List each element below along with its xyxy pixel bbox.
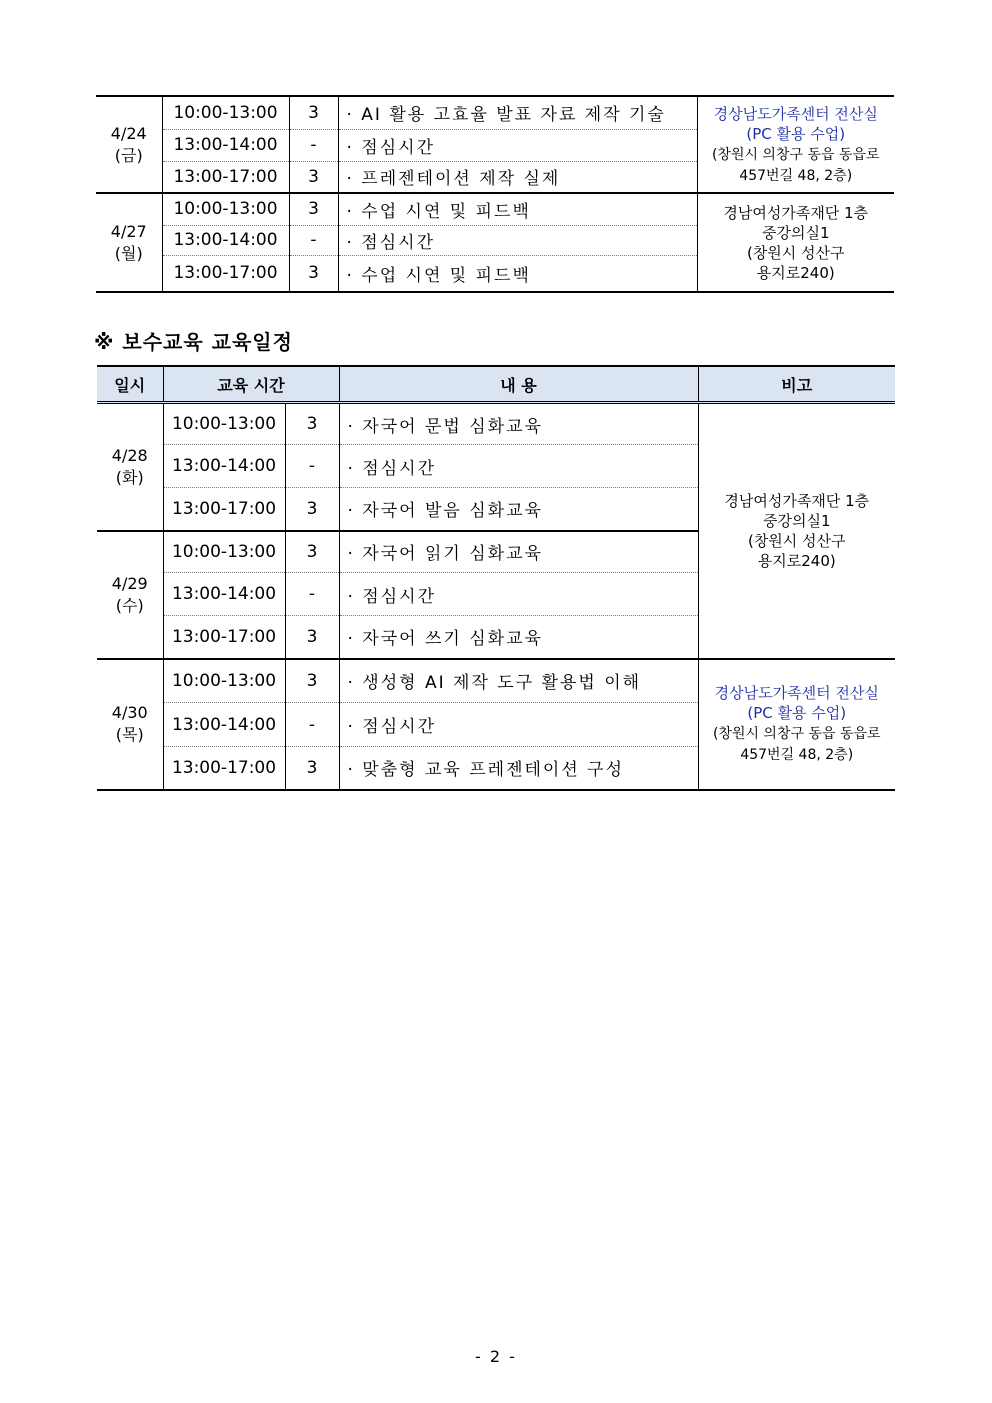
schedule-table-continued <box>96 95 894 293</box>
hours-cell: - <box>285 573 339 616</box>
time-cell: 13:00-17:00 <box>163 488 285 531</box>
table-row <box>97 403 895 445</box>
time-cell: 13:00-17:00 <box>162 161 289 193</box>
content-cell: · 점심시간 <box>339 703 698 747</box>
section-title: ※ 보수교육 교육일정 <box>94 330 293 354</box>
page-number: - 2 - <box>475 1347 517 1366</box>
hours-cell: 3 <box>289 255 338 292</box>
date-cell: 4/28 (화) <box>97 403 163 531</box>
table-row <box>96 96 894 129</box>
content-cell: · AI 활용 고효율 발표 자료 제작 기술 <box>338 96 697 129</box>
date-cell: 4/27 (월) <box>96 193 162 292</box>
table-row <box>96 193 894 225</box>
hours-cell: - <box>289 129 338 161</box>
time-cell: 10:00-13:00 <box>162 193 289 225</box>
time-cell: 13:00-17:00 <box>163 747 285 790</box>
time-cell: 13:00-14:00 <box>163 703 285 747</box>
time-cell: 13:00-14:00 <box>163 573 285 616</box>
time-cell: 10:00-13:00 <box>163 659 285 703</box>
header-time: 교육 시간 <box>163 366 339 403</box>
content-cell: · 수업 시연 및 피드백 <box>338 255 697 292</box>
content-cell: · 점심시간 <box>338 129 697 161</box>
content-cell: · 맞춤형 교육 프레젠테이션 구성 <box>339 747 698 790</box>
hours-cell: 3 <box>285 403 339 445</box>
hours-cell: 3 <box>285 531 339 573</box>
table-row <box>97 659 895 703</box>
hours-cell: - <box>285 445 339 488</box>
header-content: 내 용 <box>339 366 698 403</box>
time-cell: 13:00-17:00 <box>163 616 285 659</box>
content-cell: · 점심시간 <box>338 225 697 255</box>
location-note: 경상남도가족센터 전산실 (PC 활용 수업) (창원시 의창구 동읍 동읍로 457번길 48, 2층) <box>697 96 894 193</box>
time-cell: 13:00-17:00 <box>162 255 289 292</box>
content-cell: · 점심시간 <box>339 573 698 616</box>
content-cell: · 프레젠테이션 제작 실제 <box>338 161 697 193</box>
hours-cell: 3 <box>285 488 339 531</box>
hours-cell: 3 <box>285 659 339 703</box>
content-cell: · 점심시간 <box>339 445 698 488</box>
content-cell: · 자국어 발음 심화교육 <box>339 488 698 531</box>
refresher-schedule-table <box>97 365 895 791</box>
date-cell: 4/29 (수) <box>97 531 163 659</box>
content-cell: · 자국어 쓰기 심화교육 <box>339 616 698 659</box>
content-cell: · 자국어 문법 심화교육 <box>339 403 698 445</box>
hours-cell: - <box>289 225 338 255</box>
table-header-row <box>97 366 895 403</box>
hours-cell: 3 <box>289 161 338 193</box>
time-cell: 13:00-14:00 <box>162 129 289 161</box>
header-note: 비고 <box>698 366 895 403</box>
time-cell: 13:00-14:00 <box>163 445 285 488</box>
hours-cell: 3 <box>289 193 338 225</box>
content-cell: · 수업 시연 및 피드백 <box>338 193 697 225</box>
date-cell: 4/24 (금) <box>96 96 162 193</box>
hours-cell: 3 <box>285 747 339 790</box>
date-cell: 4/30 (목) <box>97 659 163 790</box>
content-cell: · 생성형 AI 제작 도구 활용법 이해 <box>339 659 698 703</box>
time-cell: 10:00-13:00 <box>162 96 289 129</box>
time-cell: 10:00-13:00 <box>163 531 285 573</box>
hours-cell: 3 <box>289 96 338 129</box>
header-date: 일시 <box>97 366 163 403</box>
location-note: 경상남도가족센터 전산실 (PC 활용 수업) (창원시 의창구 동읍 동읍로 457번길 48, 2층) <box>698 659 895 790</box>
time-cell: 13:00-14:00 <box>162 225 289 255</box>
location-note: 경남여성가족재단 1층 중강의실1 (창원시 성산구 용지로240) <box>697 193 894 292</box>
content-cell: · 자국어 읽기 심화교육 <box>339 531 698 573</box>
location-note: 경남여성가족재단 1층 중강의실1 (창원시 성산구 용지로240) <box>698 403 895 659</box>
hours-cell: 3 <box>285 616 339 659</box>
hours-cell: - <box>285 703 339 747</box>
time-cell: 10:00-13:00 <box>163 403 285 445</box>
